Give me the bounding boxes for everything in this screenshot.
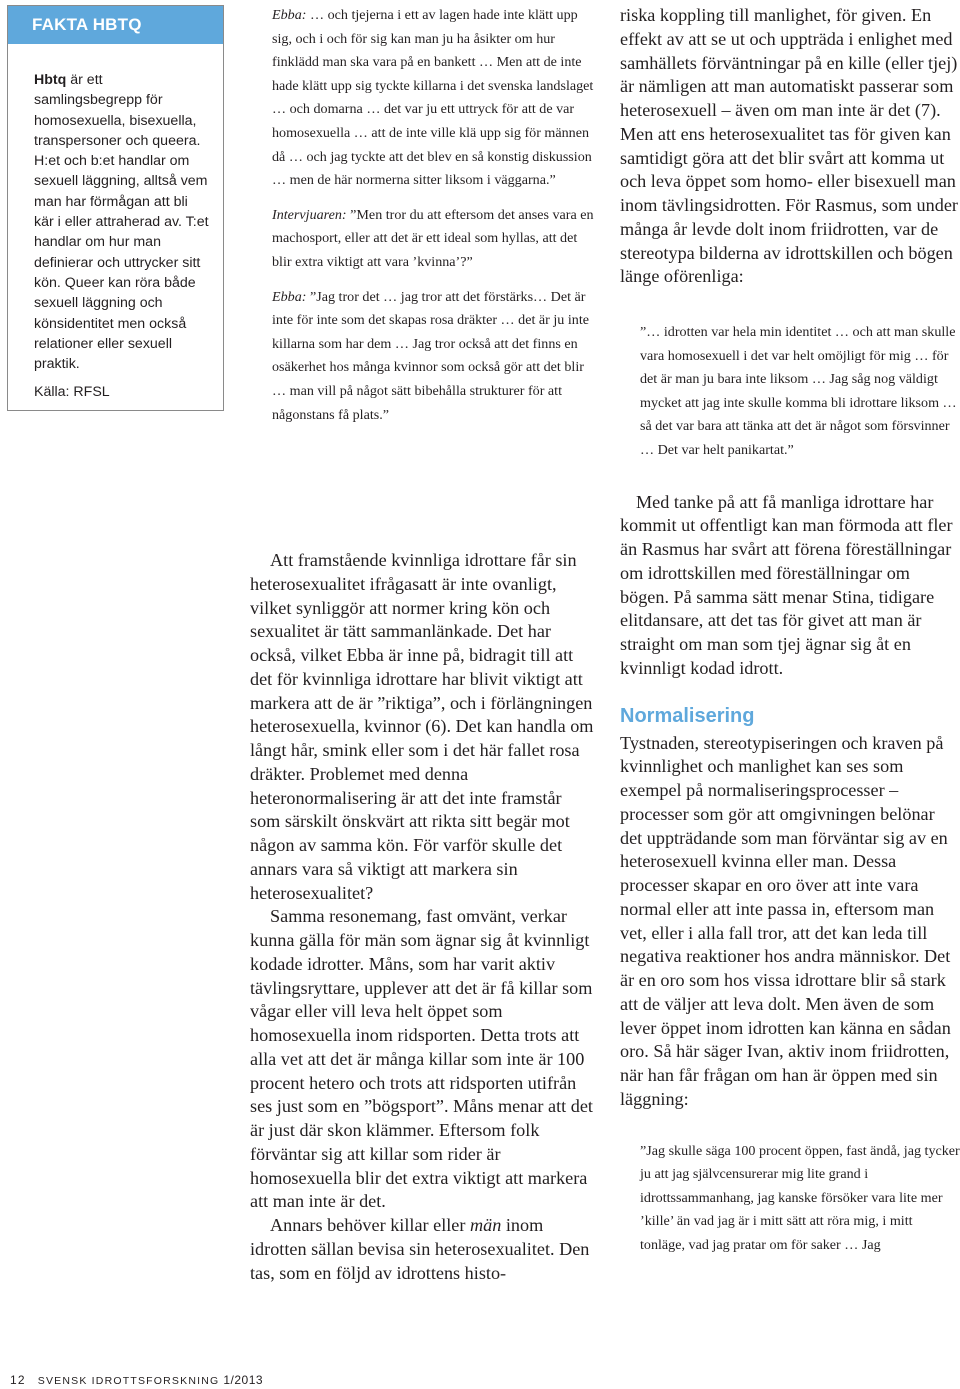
body-text-span: inom idrotten sällan bevisa sin heterosexualitet. Den tas, som en följd av idrottens histo- [250, 1215, 590, 1283]
fact-box [7, 5, 224, 411]
body-paragraph: riska koppling till manlighet, för given. En effekt av att se ut och uppträda i enlighet med samhällets förväntningar på en kille (eller tjej) är nämligen att man automatiskt passerar som heterosexuell – även om man inte är det (7). Men att ens heterosexualitet tas för given kan samtidigt göra att det blir svårt att komma ut och leva öppet som homo- eller bisexuell man inom tävlingsidrotten. För Rasmus, som under många år levde dolt inom friidrotten, var de stereotypa bilderna av idrottskillen och bögen länge oförenliga: [620, 5, 958, 287]
emphasis: män [469, 1215, 502, 1235]
fact-box-title: FAKTA HBTQ [8, 6, 223, 44]
interview-excerpt [272, 4, 594, 438]
speaker-label: Intervjuaren: [272, 206, 347, 223]
interview-turn [272, 204, 594, 275]
interview-text: ”Men tror du att eftersom det anses vara en machosport, eller att det är ett ideal som hyllas, att det blir extra viktigt att vara ’kvinna’?” [272, 206, 594, 270]
interview-turn [272, 286, 594, 428]
block-quote: ”… idrotten var hela min identitet … och att man skulle vara homosexuell i det var helt omöjligt för mig … för det är man ju bara inte liksom … Jag såg nog väldigt mycket att jag inte skulle komma bli idrottare liksom … så det var bara att tänka att det är något som försvinner … Det var helt panikartat.” [640, 324, 957, 458]
section-heading: Normalisering [620, 704, 755, 727]
fact-box-term: Hbtq [34, 72, 67, 88]
fact-box-source: Källa: RFSL [34, 384, 110, 401]
page-number: 12 [10, 1373, 26, 1387]
fact-box-definition: är ett samlingsbegrepp för homosexuella, bisexuella, transpersoner och queera. H:et och b:et handlar om sexuell läggning, alltså vem man har förmågan att bli kär i eller attraherad av. T:et handlar om hur man definierar och uttrycker sitt kön. Queer kan röra både sexuell läggning och könsidentitet men också relationer eller sexuell praktik. [34, 72, 209, 373]
fact-box-text [34, 70, 211, 374]
issue-number: 1/2013 [223, 1373, 264, 1387]
interview-turn [272, 4, 594, 193]
body-text-column-2 [250, 549, 596, 1285]
body-text-span: Annars behöver killar eller [270, 1215, 470, 1235]
body-paragraph: Samma resonemang, fast omvänt, verkar kunna gälla för män som ägnar sig åt kvinnligt kodade idrotter. Måns, som har varit aktiv tävlingsryttare, upplever att det är få killar som vågar eller vill leva helt öppet som homosexuella inom ridsporten. Detta trots att alla vet att det är många killar som inte är 100 procent hetero och trots att ridsporten utifrån ses just som en ”bögsport”. Måns menar att det är just där skon klämmer. Eftersom folk förväntar sig att killar som rider är homosexuella blir det extra viktigt att markera att man inte är det. [250, 906, 593, 1212]
body-paragraph: Tystnaden, stereotypiseringen och kraven på kvinnlighet och manlighet kan ses som exempel på normaliseringsprocesser – processer som gör att omgivningen belönar det uppträdande som man förväntar sig av en heterosexuell kvinna eller man. Dessa processer skapar en oro över att inte vara normal eller att inte passa in, eftersom man vet, eller i alla fall tror, att det kan leda till negativa reaktioner hos andra människor. Det är en oro som hos vissa idrottare blir så stark att de väljer att leva dolt. Men även de som lever öppet inom idrotten kan känna en sådan oro. Så här säger Ivan, aktiv inom friidrotten, när han får frågan om han är öppen med sin läggning: [620, 732, 951, 1109]
body-paragraph [250, 1214, 596, 1285]
speaker-label: Ebba: [272, 288, 307, 305]
block-quote: ”Jag skulle säga 100 procent öppen, fast ändå, jag tycker ju att jag självcensurerar mig lite grand i idrottssammanhang, jag kanske försöker vara lite mer ’kille’ än vad jag är i mitt sätt att röra mig, i mitt tonläge, vad jag pratar om för saker … Jag [640, 1142, 960, 1253]
interview-text: … och tjejerna i ett av lagen hade inte klätt upp sig, och i och för sig kan man ju ha åsikter om hur finklädd man ska vara på en bankett … Men att de inte hade klätt upp sig tyckte killarna i det svenska landslaget … och domarna … det var ju ett uttryck för att de var homosexuella … att de inte ville klä upp sig för männen då … och jag tyckte att det blev en så konstig diskussion … men de här normerna sitter liksom i väggarna.” [272, 7, 594, 189]
body-text-column-3 [620, 4, 960, 1258]
fact-box-body [8, 44, 223, 403]
interview-text: ”Jag tror det … jag tror att det förstärks… Det är inte för inte som det skapas rosa dräkter … det är ju inte killarna som har dem … Jag tror också att det finns en osäkerhet hos många kvinnor som också gör att det blir … man vill på något sätt bibehålla strukturer för att någonstans få plats.” [272, 288, 590, 423]
speaker-label: Ebba: [272, 7, 307, 23]
journal-name: SVENSK IDROTTSFORSKNING [37, 1375, 220, 1387]
body-paragraph: Att framstående kvinnliga idrottare får sin heterosexualitet ifrågasatt är inte ovanligt, vilket synliggör att normer kring kön och sexualitet är tätt sammanlänkade. Det har också, vilket Ebba är inne på, bidragit till att det för kvinnliga idrottare har blivit viktigt att markera att de är ”riktiga”, och i förlängningen heterosexuella, kvinnor (6). Det kan handla om långt hår, smink eller som i det här fallet rosa dräkter. Problemet med denna heteronormalisering är att det inte framstår som särskilt önskvärt att rikta sitt begär mot någon av samma kön. För varför skulle det annars vara så viktigt att markera sin heterosexualitet? [250, 550, 594, 903]
body-paragraph: Med tanke på att få manliga idrottare har kommit ut offentligt kan man förmoda att fler än Rasmus har svårt att förena föreställningar om idrottskillen med föreställningar om bögen. På samma sätt menar Stina, tidigare elitdansare, att det tas för givet att man är straight om man som tjej ägnar sig åt en kvinnligt kodad idrott. [620, 491, 953, 678]
page-footer [10, 1373, 263, 1387]
